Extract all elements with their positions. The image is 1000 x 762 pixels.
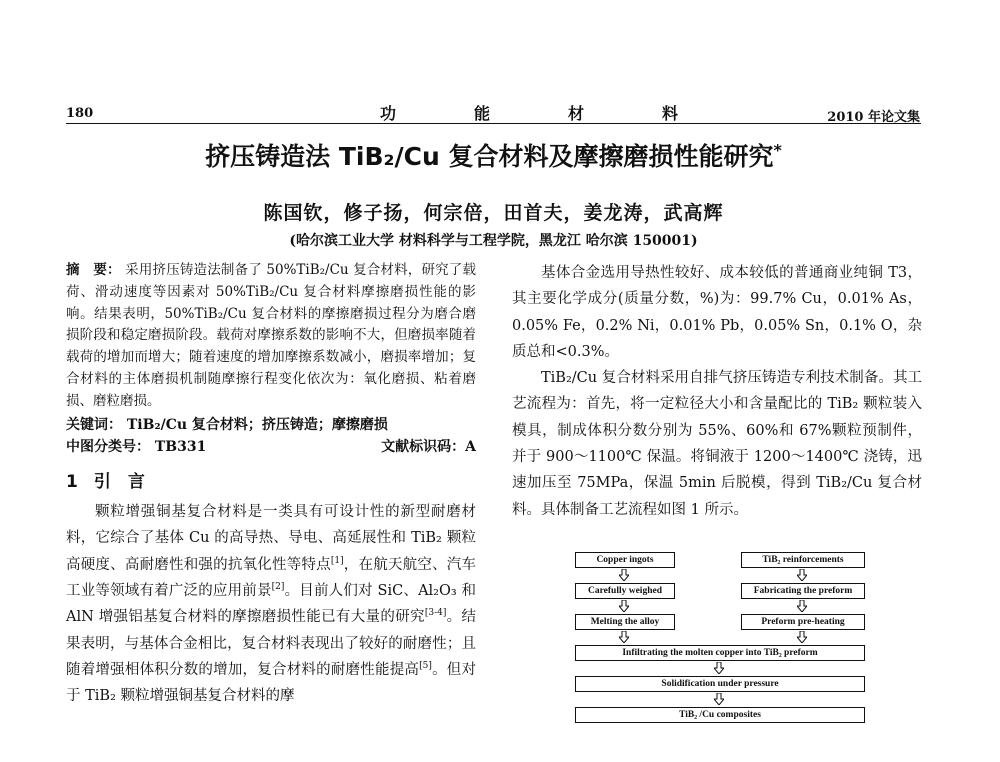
keywords <box>66 415 476 435</box>
section-heading <box>66 469 476 496</box>
clc-value: TB331 <box>154 438 207 455</box>
keywords-text: TiB₂/Cu 复合材料；挤压铸造；摩擦磨损 <box>126 416 388 433</box>
page-number: 180 <box>66 106 94 121</box>
fc-copper-ingots: Copper ingots <box>575 552 675 568</box>
left-column <box>66 260 476 709</box>
doc-code-label: 文献标识码： <box>381 438 466 455</box>
fc-fabricating-preform: Fabricating the preform <box>741 583 865 599</box>
fc-arrow-icon <box>619 569 629 581</box>
intro-text: 。结果表明，与基体合金相比，复合材料表现出了较好的耐磨性；且随着增强相体积分数的增加，复合材料的耐磨性 <box>66 609 477 678</box>
fc-composites: TiB₂ /Cu composites <box>575 707 865 723</box>
clc-label: 中图分类号： <box>66 438 150 455</box>
fc-arrow-icon <box>714 693 724 705</box>
fc-tib2-reinforcements: TiB₂ reinforcements <box>741 552 865 568</box>
fc-arrow-icon <box>797 600 807 612</box>
doc-code-value: A <box>465 438 476 455</box>
section-title: 引 言 <box>93 471 145 492</box>
authors: 陈国钦，修子扬，何宗倍，田首夫，姜龙涛，武高辉 <box>263 202 724 224</box>
process-flowchart <box>563 552 883 762</box>
fc-arrow-icon <box>797 569 807 581</box>
journal-name <box>380 101 680 124</box>
citation: [2] <box>271 582 285 593</box>
abstract-label: 摘 要： <box>66 262 121 278</box>
affiliation: (哈尔滨工业大学 材料科学与工程学院，黑龙江 哈尔滨 150001) <box>289 233 698 249</box>
journal-char: 材 <box>567 104 586 123</box>
intro-text: 能提高 <box>374 661 420 678</box>
title-footnote-mark: * <box>773 140 782 160</box>
keywords-label: 关键词： <box>66 416 122 433</box>
abstract <box>66 260 476 413</box>
classification <box>66 437 476 457</box>
journal-char: 能 <box>473 104 492 123</box>
fc-carefully-weighed: Carefully weighed <box>575 583 675 599</box>
matrix-paragraph: 基体合金选用导热性较好、成本较低的普通商业纯铜 T3，其主要化学成分(质量分数，%)为：99.7% Cu，0.01% As，0.05% Fe，0.2% Ni，0.01% Pb，0.05% Sn，0.1% O，杂质总和<0.3%。 <box>512 265 922 360</box>
journal-char: 料 <box>661 104 680 123</box>
citation: [1] <box>330 555 344 566</box>
intro-text: 。目前人们对 SiC、Al₂O₃ 和 AlN 增强铝基复合材料的摩擦磨损性能已有大量的研究 <box>66 582 476 626</box>
citation: [5] <box>419 661 432 672</box>
process-paragraph: TiB₂/Cu 复合材料采用自排气挤压铸造专利技术制备。其工艺流程为：首先，将一定粒径大小和含量配比的 TiB₂ 颗粒装入模具，制成体积分数分别为 55%、60%和 67%颗粒预制件，并于 900～1100℃ 保温。将铜液于 1200～1400℃ 浇铸，迅速加压至 75MPa，保温 5min 后脱模，得到 TiB₂/Cu 复合材料。具体制备工艺流程如图 1 所示。 <box>512 370 922 518</box>
fc-infiltrating: Infiltrating the molten copper into TiB₂ preform <box>575 645 865 661</box>
fc-melting-alloy: Melting the alloy <box>575 614 675 630</box>
fc-preform-preheating: Preform pre-heating <box>741 614 865 630</box>
fc-arrow-icon <box>619 600 629 612</box>
paper-title <box>66 137 921 173</box>
title-text: 挤压铸造法 TiB₂/Cu 复合材料及摩擦磨损性能研究 <box>205 142 774 171</box>
citation: [3-4] <box>424 608 447 619</box>
right-column <box>512 260 922 523</box>
fc-arrow-icon <box>714 662 724 674</box>
abstract-text: 采用挤压铸造法制备了 50%TiB₂/Cu 复合材料，研究了载荷、滑动速度等因素对 50%TiB₂/Cu 复合材料摩擦磨损性能的影响。结果表明，50%TiB₂/Cu 复合材料的摩擦磨损过程分为磨合磨损阶段和稳定磨损阶段。载荷对摩擦系数的影响不大，但磨损率随着载荷的增加而增大；随着速度的增加摩擦系数减小，磨损率增加；复合材料的主体磨损机制随摩擦行程变化依次为：氧化磨损、粘着磨损、磨粒磨损。 <box>66 262 476 409</box>
intro-paragraph <box>66 499 476 709</box>
journal-char: 功 <box>380 104 399 123</box>
intro-text: ，在航天航空、汽车工业等领域有着广泛的应用前景 <box>66 556 477 599</box>
fc-arrow-icon <box>619 631 629 643</box>
intro-text: 颗粒增强铜基复合材料是一类具有可设计性的新型耐磨材料，它综合了基体 Cu 的高导热、导电、高延展性和 TiB₂ 颗粒高硬度、高耐磨性和强的抗氧化性等特点 <box>66 504 476 573</box>
fc-solidification: Solidification under pressure <box>575 676 865 692</box>
header-rule <box>66 123 921 124</box>
fc-arrow-icon <box>797 631 807 643</box>
issue-label: 2010 年论文集 <box>827 110 920 125</box>
section-number: 1 <box>66 471 78 492</box>
intro-text: 。但对于 TiB₂ 颗粒增强铜基复合材料的摩 <box>66 661 477 705</box>
